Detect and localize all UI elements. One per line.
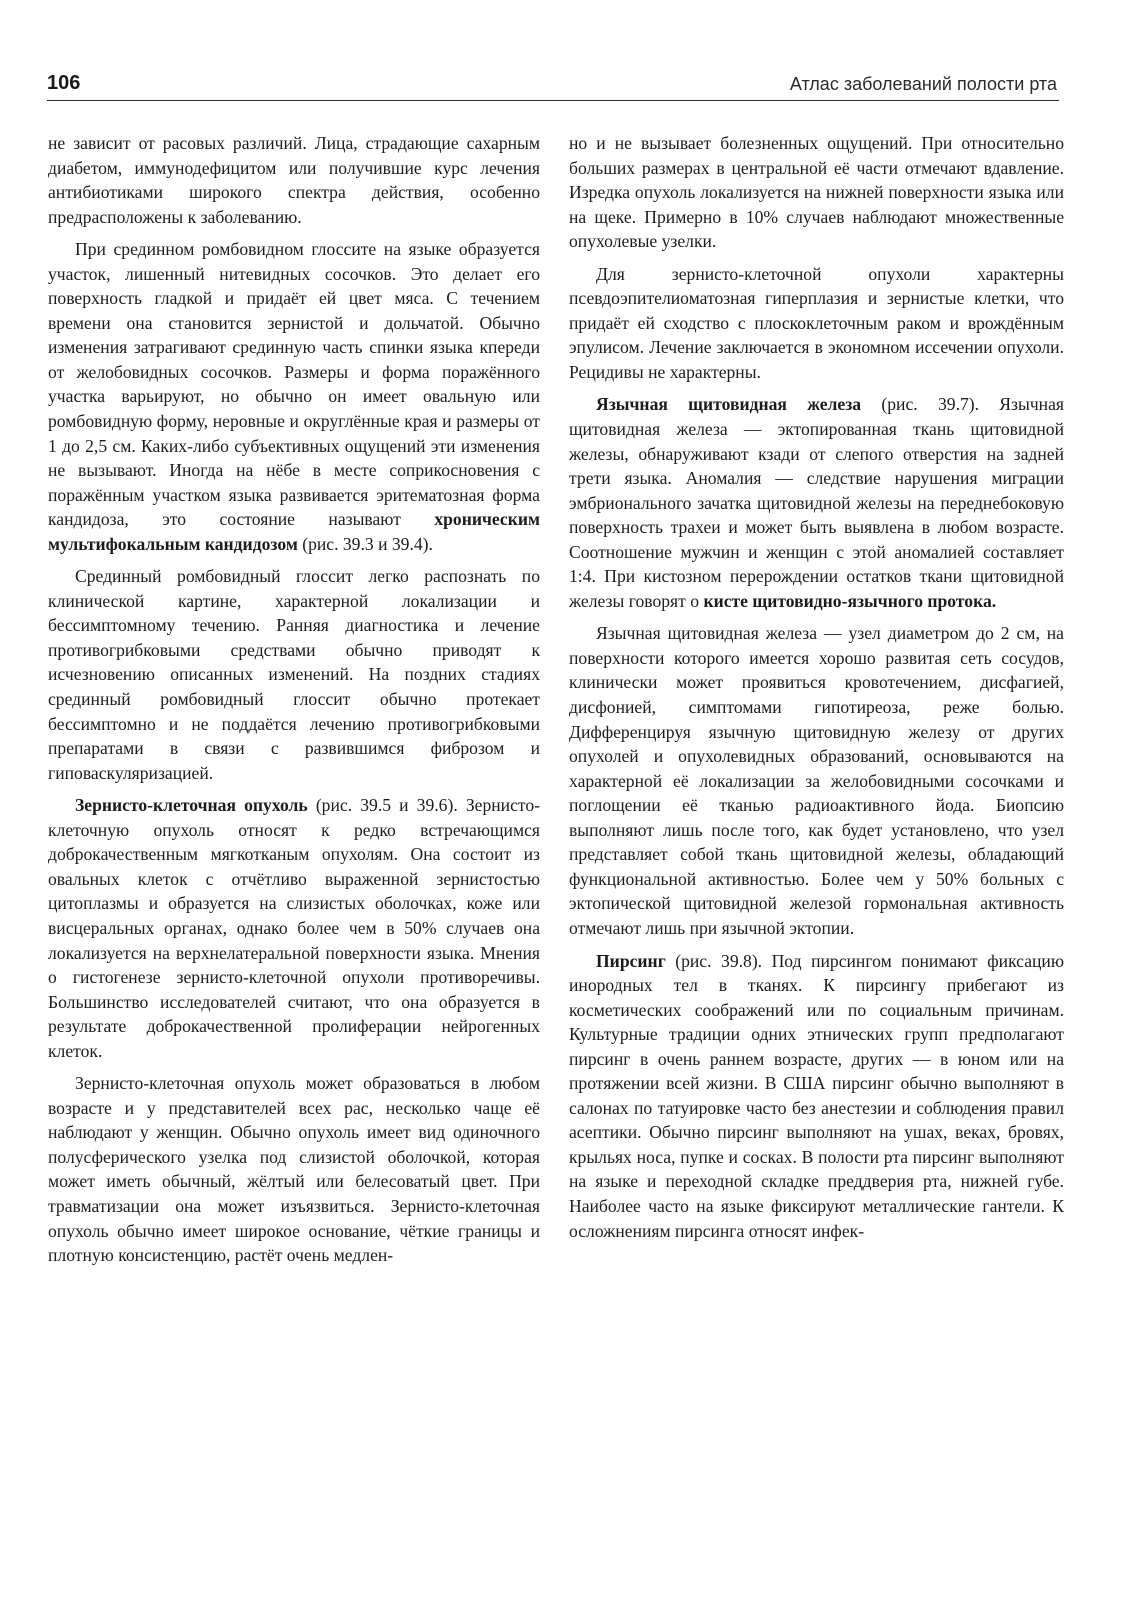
bold-term: кисте щитовидно-язычного протока. [703, 590, 997, 611]
page-number: 106 [47, 72, 81, 94]
paragraph: не зависит от расовых различий. Лица, страдающие сахарным диабетом, иммунодефицитом или получившие курс лечения антибиотиками широкого спектра действия, особенно предрасположены к заболеванию. [48, 133, 540, 227]
paragraph: Язычная щитовидная железа (рис. 39.7). Язычная щитовидная железа — эктопированная ткань щитовидной железы, обнаруживают кзади от слепого отверстия на задней трети языка. Аномалия — следствие нарушения миграции эмбрионального зачатка щитовидной железы на переднебоковую поверхность трахеи и может быть выявлена в любом возрасте. Соотношение мужчин и женщин с этой аномалией составляет 1:4. При кистозном перерождении остатков ткани щитовидной железы говорят о кисте щитовидно-язычного протока. [569, 394, 1064, 611]
paragraph: Язычная щитовидная железа — узел диаметром до 2 см, на поверхности которого имеется хорошо развитая сеть сосудов, клинически может проявиться кровотечением, дисфагией, дисфонией, симптомами гипотиреоза, реже болью. Дифференцируя язычную щитовидную железу от других опухолей и опухолевидных образований, основываются на характерной её локализации за желобовидными сосочками и поглощении её тканью радиоактивного йода. Биопсию выполняют лишь после того, как будет установлено, что узел представляет собой ткань щитовидной железы, обладающий функциональной активностью. Более чем у 50% больных с эктопической щитовидной железой гормональная активность отмечают лишь при язычной эктопии. [569, 623, 1064, 938]
paragraph: но и не вызывает болезненных ощущений. При относительно больших размерах в центральной её части отмечают вдавление. Изредка опухоль локализуется на нижней поверхности языка или на щеке. Примерно в 10% случаев наблюдают множественные опухолевые узелки. [569, 133, 1064, 252]
bold-term: Пирсинг [596, 950, 666, 971]
bold-term: Язычная щитовидная железа [596, 394, 862, 415]
right-column [569, 131, 1064, 1251]
paragraph: При срединном ромбовидном глоссите на языке образуется участок, лишенный нитевидных сосочков. Это делает его поверхность гладкой и придаёт ей цвет мяса. С течением времени она становится зернистой и дольчатой. Обычно изменения затрагивают срединную часть спинки языка кпереди от желобовидных сосочков. Размеры и форма поражённого участка варьируют, но обычно он имеет овальную или ромбовидную форму, неровные и округлённые края и размеры от 1 до 2,5 см. Каких-либо субъективных ощущений эти изменения не вызывают. Иногда на нёбе в месте соприкосновения с поражённым участком языка развивается эритематозная форма кандидоза, это состояние называют хроническим мультифокальным кандидозом (рис. 39.3 и 39.4). [48, 239, 540, 554]
paragraph: Для зернисто-клеточной опухоли характерны псевдоэпителиоматозная гиперплазия и зернистые клетки, что придаёт ей сходство с плоскоклеточным раком и врождённым эпулисом. Лечение заключается в экономном иссечении опухоли. Рецидивы не характерны. [569, 263, 1064, 382]
running-title: Атлас заболеваний полости рта [789, 74, 1057, 94]
bold-term: хроническим мультифокальным кандидозом [48, 509, 540, 554]
page-header [47, 68, 1059, 101]
left-column [48, 131, 540, 1276]
bold-term: Зернисто-клеточная опухоль [75, 795, 308, 816]
paragraph: Пирсинг (рис. 39.8). Под пирсингом понимают фиксацию инородных тел в тканях. К пирсингу прибегают из косметических соображений или по социальным причинам. Культурные традиции одних этнических групп предполагают пирсинг в очень раннем возрасте, других — в юном или на протяжении всей жизни. В США пирсинг обычно выполняют в салонах по татуировке часто без анестезии и соблюдения правил асептики. Обычно пирсинг выполняют на ушах, веках, бровях, крыльях носа, пупке и сосках. В полости рта пирсинг выполняют на языке и переходной складке преддверия рта, нижней губе. Наиболее часто на языке фиксируют металлические гантели. К осложнениям пирсинга относят инфек- [569, 950, 1064, 1241]
paragraph: Зернисто-клеточная опухоль может образоваться в любом возрасте и у представителей всех рас, несколько чаще её наблюдают у женщин. Обычно опухоль имеет вид одиночного полусферического узелка под слизистой оболочкой, которая может иметь обычный, жёлтый или белесоватый цвет. При травматизации она может изъязвиться. Зернисто-клеточная опухоль обычно имеет широкое основание, чёткие границы и плотную консистенцию, растёт очень медлен- [48, 1073, 540, 1266]
paragraph: Срединный ромбовидный глоссит легко распознать по клинической картине, характерной локализации и бессимптомному течению. Ранняя диагностика и лечение противогрибковыми средствами обычно приводят к исчезновению описанных изменений. На поздних стадиях срединный ромбовидный глоссит обычно протекает бессимптомно и не поддаётся лечению противогрибковыми препаратами в связи с развившимся фиброзом и гиповаскуляризацией. [48, 566, 540, 783]
paragraph: Зернисто-клеточная опухоль (рис. 39.5 и 39.6). Зернисто-клеточную опухоль относят к редко встречающимся доброкачественным мягкотканым опухолям. Она состоит из овальных клеток с отчётливо выраженной зернистостью цитоплазмы и образуется на слизистых оболочках, коже или висцеральных органах, однако более чем в 50% случаев она локализуется на верхнелатеральной поверхности языка. Мнения о гистогенезе зернисто-клеточной опухоли противоречивы. Большинство исследователей считают, что она образуется в результате доброкачественной пролиферации нейрогенных клеток. [48, 795, 541, 1061]
